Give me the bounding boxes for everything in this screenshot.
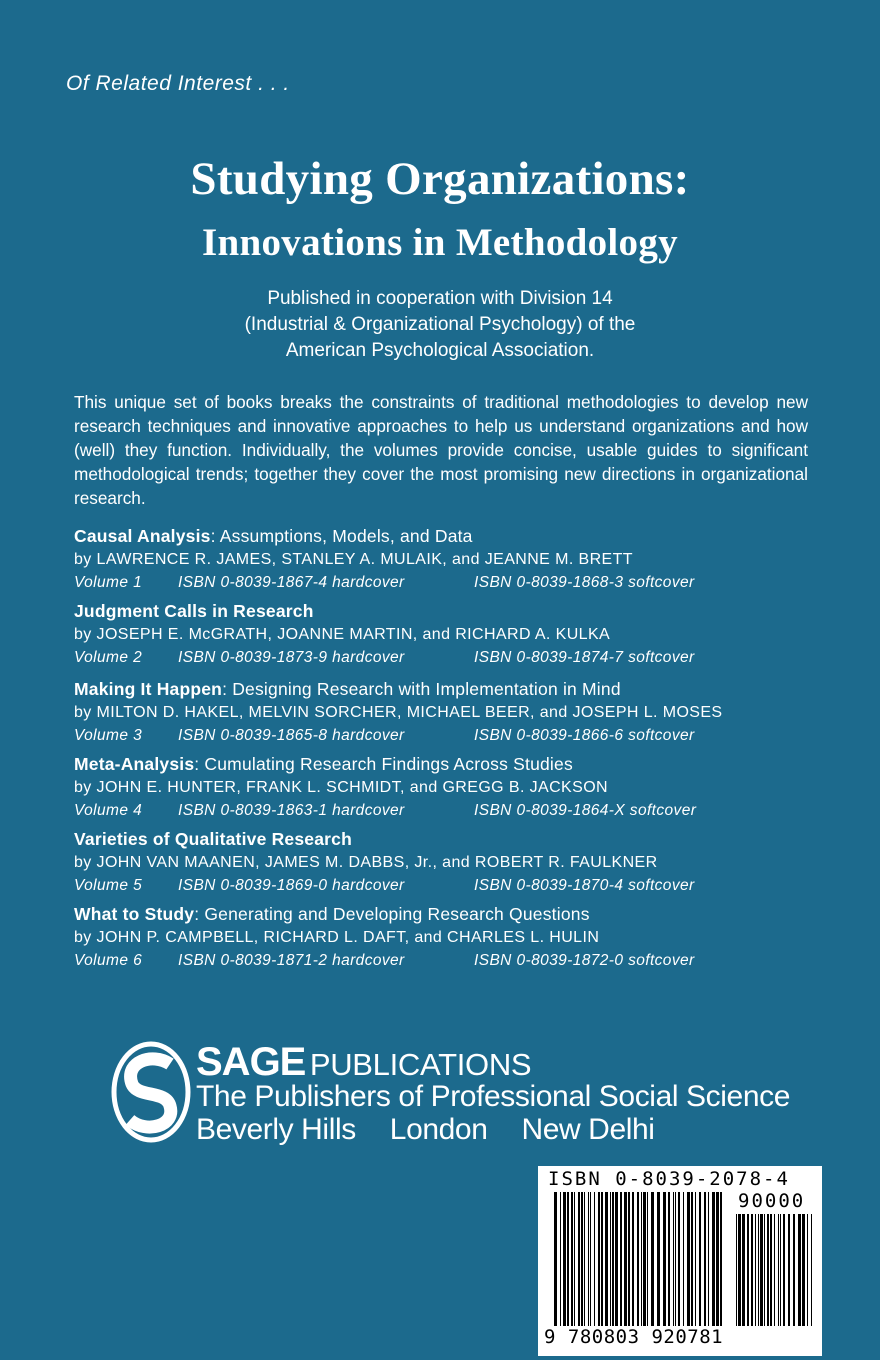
publisher-name: SAGE bbox=[196, 1040, 306, 1084]
book-entry bbox=[74, 827, 834, 897]
cooperation-line: (Industrial & Organizational Psychology) of the bbox=[244, 314, 636, 335]
isbn-softcover: ISBN 0-8039-1868-3 softcover bbox=[474, 574, 695, 591]
isbn-hardcover: ISBN 0-8039-1863-1 hardcover bbox=[178, 802, 405, 819]
volume-number: Volume 5 bbox=[74, 877, 143, 894]
barcode-panel bbox=[538, 1166, 822, 1356]
book-title: What to Study bbox=[74, 904, 195, 924]
volume-number: Volume 1 bbox=[74, 574, 143, 591]
book-title: Making It Happen bbox=[74, 679, 223, 699]
book-entry bbox=[74, 677, 834, 747]
volume-number: Volume 6 bbox=[74, 952, 143, 969]
book-authors: by JOHN P. CAMPBELL, RICHARD L. DAFT, and CHARLES L. HULIN bbox=[74, 929, 600, 946]
addon-barcode-icon bbox=[736, 1214, 816, 1326]
book-authors: by JOSEPH E. McGRATH, JOANNE MARTIN, and RICHARD A. KULKA bbox=[74, 626, 611, 643]
book-subtitle: : Generating and Developing Research Questions bbox=[194, 904, 590, 924]
book-authors: by JOHN E. HUNTER, FRANK L. SCHMIDT, and GREGG B. JACKSON bbox=[74, 779, 609, 796]
book-subtitle: : Designing Research with Implementation in Mind bbox=[222, 679, 621, 699]
isbn-hardcover: ISBN 0-8039-1865-8 hardcover bbox=[178, 727, 405, 744]
logo-letter: S bbox=[110, 1040, 111, 1041]
book-title-line bbox=[74, 902, 834, 926]
book-title-line bbox=[74, 752, 834, 776]
book-title-line bbox=[74, 827, 834, 851]
publisher-name-line bbox=[196, 1040, 531, 1085]
isbn-hardcover: ISBN 0-8039-1871-2 hardcover bbox=[178, 952, 405, 969]
volume-number: Volume 2 bbox=[74, 649, 143, 666]
book-subtitle: : Cumulating Research Findings Across Studies bbox=[194, 754, 573, 774]
book-title: Causal Analysis bbox=[74, 526, 211, 546]
book-entry bbox=[74, 752, 834, 822]
book-authors: by MILTON D. HAKEL, MELVIN SORCHER, MICHAEL BEER, and JOSEPH L. MOSES bbox=[74, 704, 723, 721]
isbn-softcover: ISBN 0-8039-1874-7 softcover bbox=[474, 649, 695, 666]
book-subtitle: : Assumptions, Models, and Data bbox=[210, 526, 473, 546]
volume-number: Volume 3 bbox=[74, 727, 143, 744]
isbn-softcover: ISBN 0-8039-1870-4 softcover bbox=[474, 877, 695, 894]
book-volume-line bbox=[74, 647, 834, 669]
book-entry bbox=[74, 524, 834, 594]
book-title-line bbox=[74, 599, 834, 623]
book-entry bbox=[74, 599, 834, 669]
book-title-line bbox=[74, 524, 834, 548]
ean-digits: 9 780803 920781 bbox=[544, 1326, 724, 1348]
book-volume-line bbox=[74, 725, 834, 747]
book-title: Judgment Calls in Research bbox=[74, 601, 314, 621]
city: Beverly Hills bbox=[196, 1113, 356, 1146]
city: New Delhi bbox=[521, 1113, 655, 1146]
ean-barcode-icon bbox=[554, 1192, 726, 1326]
isbn-hardcover: ISBN 0-8039-1869-0 hardcover bbox=[178, 877, 405, 894]
book-authors: by JOHN VAN MAANEN, JAMES M. DABBS, Jr., and ROBERT R. FAULKNER bbox=[74, 854, 658, 871]
series-title: Studying Organizations: bbox=[190, 153, 690, 205]
book-volume-line bbox=[74, 800, 834, 822]
book-volume-line bbox=[74, 875, 834, 897]
series-description: This unique set of books breaks the constraints of traditional methodologies to develop new research techniques and innovative approaches to help us understand organizations and how (well) they function. Individually, the volumes provide concise, usable guides to significant methodological trends; together they cover the most promising new directions in organizational research. bbox=[74, 392, 808, 508]
book-authors: by LAWRENCE R. JAMES, STANLEY A. MULAIK, and JEANNE M. BRETT bbox=[74, 551, 633, 568]
isbn-softcover: ISBN 0-8039-1872-0 softcover bbox=[474, 952, 695, 969]
isbn-softcover: ISBN 0-8039-1864-X softcover bbox=[474, 802, 697, 819]
cooperation-line: American Psychological Association. bbox=[285, 340, 595, 361]
volume-number: Volume 4 bbox=[74, 802, 143, 819]
book-title: Meta-Analysis bbox=[74, 754, 195, 774]
book-list bbox=[74, 524, 834, 977]
sage-logo-icon bbox=[110, 1040, 192, 1149]
barcode-isbn: ISBN 0-8039-2078-4 bbox=[548, 1168, 790, 1190]
publisher-tagline: The Publishers of Professional Social Science bbox=[196, 1080, 790, 1113]
book-title-line bbox=[74, 677, 834, 701]
isbn-hardcover: ISBN 0-8039-1873-9 hardcover bbox=[178, 649, 405, 666]
related-interest-kicker: Of Related Interest . . . bbox=[66, 72, 290, 95]
book-title: Varieties of Qualitative Research bbox=[74, 829, 352, 849]
publisher-cities bbox=[196, 1113, 681, 1147]
book-entry bbox=[74, 902, 834, 972]
book-volume-line bbox=[74, 950, 834, 972]
cooperation-statement bbox=[0, 286, 880, 364]
cooperation-line: Published in cooperation with Division 14 bbox=[267, 288, 613, 309]
series-subtitle: Innovations in Methodology bbox=[202, 221, 678, 264]
isbn-hardcover: ISBN 0-8039-1867-4 hardcover bbox=[178, 574, 405, 591]
price-code: 90000 bbox=[738, 1190, 806, 1212]
book-volume-line bbox=[74, 572, 834, 594]
city: London bbox=[389, 1113, 488, 1146]
isbn-softcover: ISBN 0-8039-1866-6 softcover bbox=[474, 727, 695, 744]
publisher-name-suffix: PUBLICATIONS bbox=[309, 1047, 532, 1082]
